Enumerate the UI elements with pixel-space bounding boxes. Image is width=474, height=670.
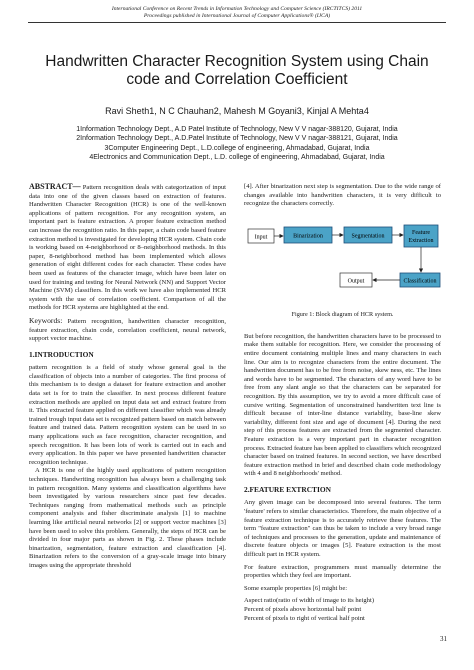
left-column bbox=[29, 183, 226, 571]
list-item: Percent of pixels to right of vertical half point bbox=[244, 614, 365, 622]
affiliations bbox=[20, 125, 454, 162]
right-intro-continuation: [4]. After binarization next step is segmentation. Due to the wide range of changes available into handwritten characters, it is very difficult to recognize the characters correctly. bbox=[244, 183, 441, 208]
keywords-heading: Keywords: bbox=[29, 315, 63, 325]
feature-extraction-heading: 2.FEATURE EXTRCTION bbox=[244, 484, 331, 494]
affiliation-3: 3Computer Engineering Dept., L.D.college of engineering, Ahmadabad, Gujarat, India bbox=[104, 144, 370, 152]
affiliation-2: 2Information Technology Dept., A.D.Patel Institute of Technology, New V V nagar-388121, Gujarat, India bbox=[76, 135, 398, 143]
affiliation-4: 4Electronics and Communication Dept., L.D. college of engineering, Ahmadabad, Gujarat, India bbox=[89, 153, 385, 161]
abstract-text: Pattern recognition deals with categorization of input data into one of the given classes based on extraction of features. Handwritten Character Recognition (HCR) is one of the well-known applications of pattern recognition. For any recognition system, an important part is feature extraction. A proper feature extraction method can increase the recognition ratio. In this paper, a chain code based feature extraction method is investigated for developing HCR system. Chain code is working based on 4-neighborhood or 8–neighborhood methods. In this paper, 8-neighborhood method has been implemented which allows generation of eight different codes for each character. These codes have been used as features of the character image, which have been later on used for training and testing for Neural Network (NN) and Support Vector Machine (SVM) classifiers. In this work we have also implemented HCR system with the use of correlation coefficient. Comparison of all the methods for HCR systems are highlighted at the end. bbox=[29, 184, 226, 312]
list-item: Aspect ratio(ratio of width of image to its height) bbox=[244, 597, 375, 605]
header-line-1: International Conference on Recent Trends in Information Technology and Computer Science (IRCTITCS) 2011 bbox=[111, 6, 363, 12]
classification-label: Classification bbox=[403, 278, 437, 285]
intro-paragraph-2: A HCR is one of the highly used applications of pattern recognition techniques. Handwriting recognition has always been a challenging task in pattern recognition. Many systems and classification algorithms have been investigated by various researchers since past few decades. Techniques ranging from mathematical methods such as principle component analysis and fisher discriminate analysis [1] to machine learning like artificial neural networks [2] or support vector machines [3] have been used to solve this problem. Generally, the steps of HCR can be divided in four major parts as shown in Fig. 2. These phases include binarization, segmentation, feature extraction and classification [4]. Binarization refers to the conversion of a gray-scale image into binary images using the appropriate threshold bbox=[29, 467, 226, 569]
intro-paragraph-1: pattern recognition is a field of study whose general goal is the classification of objects into a number of categories. The first process of this mechanism is to design a dataset for feature extraction and another data set is for to train the classifier. In next process different feature extraction methods are applied on input data set and extract feature from it. This extracted feature applied on different classifier which was already trained trough input data set is recognized pattern based on match between feature and trained data. Pattern recognition system can be used in so many applications such as face recognition, character recognition, and speech recognition. It has been lots of work is carried out in each and every application. In this paper we have presented handwritten character recognition technique. bbox=[29, 364, 226, 466]
paper-title bbox=[20, 53, 454, 89]
input-label: Input bbox=[254, 234, 268, 241]
feature-extraction-label-2: Extraction bbox=[408, 237, 434, 244]
abstract bbox=[29, 183, 226, 313]
keywords bbox=[29, 317, 226, 344]
right-column bbox=[244, 183, 441, 623]
output-label: Output bbox=[347, 278, 365, 285]
abstract-heading: ABSTRACT— bbox=[29, 182, 81, 191]
figure-caption: Figure 1: Block diagram of HCR system. bbox=[291, 310, 394, 318]
list-item: Percent of pixels above horizontal half point bbox=[244, 606, 362, 613]
header-rule bbox=[28, 22, 446, 23]
block-diagram bbox=[244, 213, 441, 309]
conference-header bbox=[20, 6, 454, 20]
affiliation-1: 1Information Technology Dept., A.D Patel Institute of Technology, New V V nagar-388120, Gujarat, India bbox=[76, 126, 398, 133]
block-diagram-figure bbox=[244, 213, 441, 329]
header-line-2: Proceedings published in International Journal of Computer Applications® (IJCA) bbox=[143, 13, 331, 19]
authors: Ravi Sheth1, N C Chauhan2, Mahesh M Goyani3, Kinjal A Mehta4 bbox=[105, 106, 369, 116]
feature-paragraph-3: Some example properties [6] might be: bbox=[244, 584, 348, 592]
right-body-paragraph: But before recognition, the handwritten characters have to be processed to make them suitable for recognition. Here, we consider the processing of entire document containing multiple lines and many characters in each line. Our aim is to recognize characters from the entire document. The handwritten document has to be free from noise, skew ness, etc. The lines and words have to be segmented. The characters of any word have to be free from any slant angle so that the characters can be separated for recognition. By this assumption, we try to avoid a more difficult case of cursive writing. Segmentation of unconstrained handwritten text line is difficult because of inter-line distance variability, base-line skew variability, different font size and age of document [4]. During the next step of this process features are extracted from the segmented character. Feature extraction is a very important part in character recognition process. Extracted feature has been applied to classifiers which recognized character based on trained features. In second section, we have described feature extraction method in brief and described chain code methodology with 4 and 8 neighborhoods' method. bbox=[244, 332, 441, 478]
feature-extraction-label-1: Feature bbox=[412, 229, 430, 236]
page-number: 31 bbox=[440, 635, 447, 643]
properties-list bbox=[244, 597, 441, 623]
binarization-label: Binarization bbox=[293, 233, 323, 240]
title-line-1: Handwritten Character Recognition System using Chain bbox=[45, 53, 429, 70]
feature-paragraph-2: For feature extraction, programmers must manually determine the properties which they feel are important. bbox=[244, 563, 441, 580]
intro-heading: 1.INTRODUCTION bbox=[29, 349, 94, 359]
feature-paragraph-1: Any given image can be decomposed into several features. The term 'feature' refers to similar characteristics. Therefore, the main objective of a feature extraction technique is to accurately retrieve these features. The term "feature extraction" can thus be taken to include a very broad range of techniques and processes to the generation, update and maintenance of discrete feature objects or images [5]. Feature extraction is the most difficult part in HCR system. bbox=[244, 499, 441, 559]
title-line-2: code and Correlation Coefficient bbox=[126, 71, 348, 88]
segmentation-label: Segmentation bbox=[351, 233, 385, 240]
keywords-text: Pattern recognition, handwritten character recognition, feature extraction, chain code, correlation coefficient, neural network, support vector machine. bbox=[29, 317, 226, 343]
